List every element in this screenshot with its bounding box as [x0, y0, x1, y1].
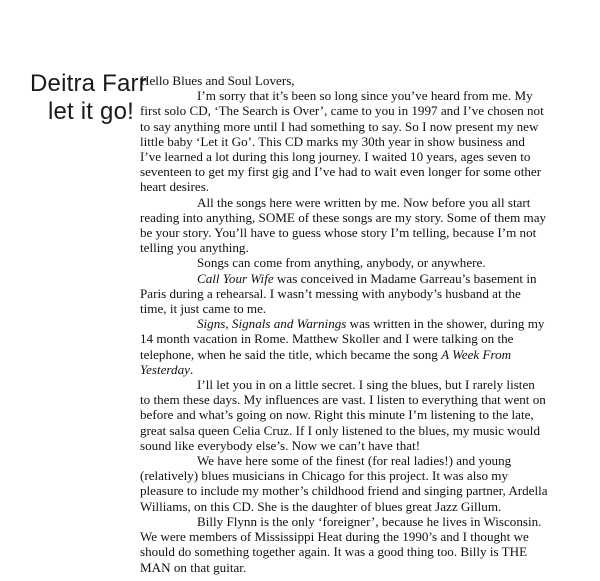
letter-paragraph-6: I’ll let you in on a little secret. I sing the blues, but I rarely listen to them these days. My influences are vast. I listen to everything that went on before and what’s going on now. Right this minute I’m listening to the late, great salsa queen Celia Cruz. If I only listened to the blues, my music would sound like everybody else’s. Now we can’t have that!: [140, 377, 546, 453]
letter-paragraph-2: All the songs here were written by me. Now before you all start reading into anything, SOME of these songs are my story. Some of them may be your story. You’ll have to guess whose story I’m telling, because I’m not telling you anything.: [140, 194, 547, 256]
album-name: let it go!: [47, 98, 134, 125]
paragraph-4-text: was conceived in Madame Garreau’s basement in Paris during a rehearsal. I wasn’t messing with anybody’s husband at the time, it just came to me.: [140, 270, 537, 317]
letter-paragraph-4: [140, 271, 548, 317]
letter-paragraph-7: We have here some of the finest (for real ladies!) and young (relatively) blues musicians in Chicago for this project. It was also my pleasure to include my mother’s childhood friend and singing partner, Ardella Williams, on this CD. She is the daughter of blues great Jazz Gillum.: [140, 453, 548, 514]
letter-paragraph-3: Songs can come from anything, anybody, or anywhere.: [197, 255, 486, 271]
song-title-signs-signals: Signs, Signals and Warnings: [197, 316, 347, 332]
letter-paragraph-5: [140, 316, 548, 377]
album-title-block: [30, 70, 147, 126]
letter-paragraph-8: Billy Flynn is the only ‘foreigner’, because he lives in Wisconsin. We were members of Mississippi Heat during the 1990’s and I thought we should do something together again. It was a good thing too. Billy is THE MAN on that guitar.: [140, 513, 542, 575]
letter-greeting: Hello Blues and Soul Lovers,: [140, 73, 295, 88]
song-title-call-your-wife: Call Your Wife: [197, 270, 274, 286]
paragraph-5-end: .: [189, 361, 194, 377]
letter-paragraph-1: I’m sorry that it’s been so long since you’ve heard from me. My first solo CD, ‘The Search is Over’, came to you in 1997 and I’ve chosen not to say anything more until I had something to say. So I now present my new little baby ‘Let it Go’. This CD marks my 30th year in show business and I’ve learned a lot during this long journey. I waited 10 years, ages seven to seventeen to get my first gig and I’ve had to wait even longer for some other heart desires.: [140, 88, 544, 195]
liner-notes-letter: [140, 73, 548, 575]
song-title-a-week-from-yesterday: A Week From Yesterday: [140, 346, 512, 377]
paragraph-5-text: was written in the shower, during my 14 month vacation in Rome. Matthew Skoller and I were talking on the telephone, when he said the title, which became the song: [140, 316, 545, 362]
artist-name: Deitra Farr: [30, 70, 147, 97]
